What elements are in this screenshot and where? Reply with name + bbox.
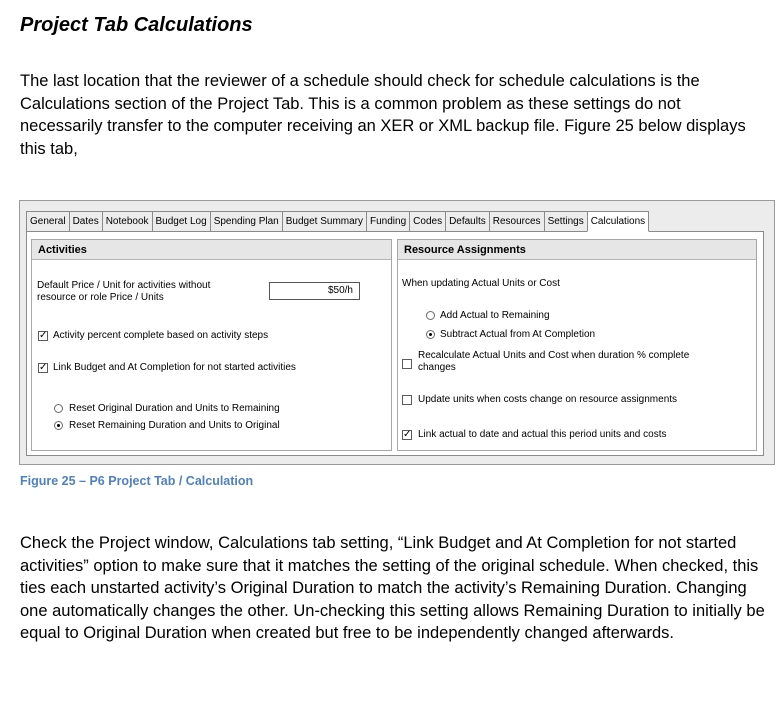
p6-calculations-screenshot <box>19 200 775 465</box>
link-actual-checkbox[interactable]: ✓ <box>403 429 412 440</box>
tab-defaults[interactable]: Defaults <box>445 211 489 232</box>
reset-remaining-radio[interactable] <box>54 421 63 430</box>
tab-codes[interactable]: Codes <box>409 211 445 232</box>
update-units-checkbox[interactable] <box>402 395 412 405</box>
default-price-label-line2: resource or role Price / Units <box>37 292 164 303</box>
subtract-actual-radio[interactable] <box>426 330 435 339</box>
activity-percent-label: Activity percent complete based on activity steps <box>53 330 269 341</box>
link-actual-label: Link actual to date and actual this period units and costs <box>418 429 667 440</box>
project-tab-strip <box>26 211 649 232</box>
when-updating-label: When updating Actual Units or Cost <box>402 278 560 289</box>
resource-assignments-group-title: Resource Assignments <box>398 240 756 260</box>
activities-group-title: Activities <box>32 240 391 260</box>
tab-spending-plan[interactable]: Spending Plan <box>210 211 282 232</box>
add-actual-radio[interactable] <box>426 311 435 320</box>
reset-original-label: Reset Original Duration and Units to Remaining <box>69 403 280 414</box>
activities-group <box>31 239 392 451</box>
recalculate-checkbox[interactable] <box>402 359 412 369</box>
reset-original-radio[interactable] <box>54 404 63 413</box>
tab-settings[interactable]: Settings <box>544 211 587 232</box>
default-price-label-line1: Default Price / Unit for activities without <box>37 280 211 291</box>
recalculate-label-line1: Recalculate Actual Units and Cost when duration % complete <box>418 350 690 361</box>
calculations-panel <box>26 231 764 456</box>
figure-caption: Figure 25 – P6 Project Tab / Calculation <box>20 474 254 488</box>
tab-budget-log[interactable]: Budget Log <box>152 211 210 232</box>
tab-calculations[interactable]: Calculations <box>587 211 649 232</box>
tab-budget-summary[interactable]: Budget Summary <box>282 211 366 232</box>
reset-remaining-label: Reset Remaining Duration and Units to Original <box>69 420 280 431</box>
body-paragraph: Check the Project window, Calculations tab setting, “Link Budget and At Completion for not started activities” option to make sure that it matches the setting of the original schedule. When checked, this ties each unstarted activity’s Original Duration to match the activity’s Remaining Duration. Changing one automatically changes the other. Un-checking this setting allows Remaining Duration to initially be equal to Original Duration when created but free to be independently changed afterwards. <box>20 534 765 642</box>
tab-resources[interactable]: Resources <box>489 211 544 232</box>
intro-paragraph: The last location that the reviewer of a schedule should check for schedule calculations is the Calculations section of the Project Tab. This is a common problem as these settings do not necessarily transfer to the computer receiving an XER or XML backup file. Figure 25 below displays this tab, <box>20 72 746 158</box>
link-budget-checkbox[interactable]: ✓ <box>39 362 48 373</box>
tab-funding[interactable]: Funding <box>366 211 409 232</box>
activity-percent-checkbox[interactable]: ✓ <box>39 330 48 341</box>
section-heading: Project Tab Calculations <box>20 14 253 36</box>
recalculate-label-line2: changes <box>418 362 456 373</box>
update-units-label: Update units when costs change on resource assignments <box>418 394 678 405</box>
tab-notebook[interactable]: Notebook <box>102 211 152 232</box>
add-actual-label: Add Actual to Remaining <box>440 310 550 321</box>
tab-dates[interactable]: Dates <box>69 211 102 232</box>
subtract-actual-label: Subtract Actual from At Completion <box>440 329 596 340</box>
link-budget-label: Link Budget and At Completion for not started activities <box>53 362 296 373</box>
default-price-input[interactable]: $50/h <box>269 282 360 300</box>
tab-general[interactable]: General <box>26 211 69 232</box>
resource-assignments-group <box>397 239 757 451</box>
